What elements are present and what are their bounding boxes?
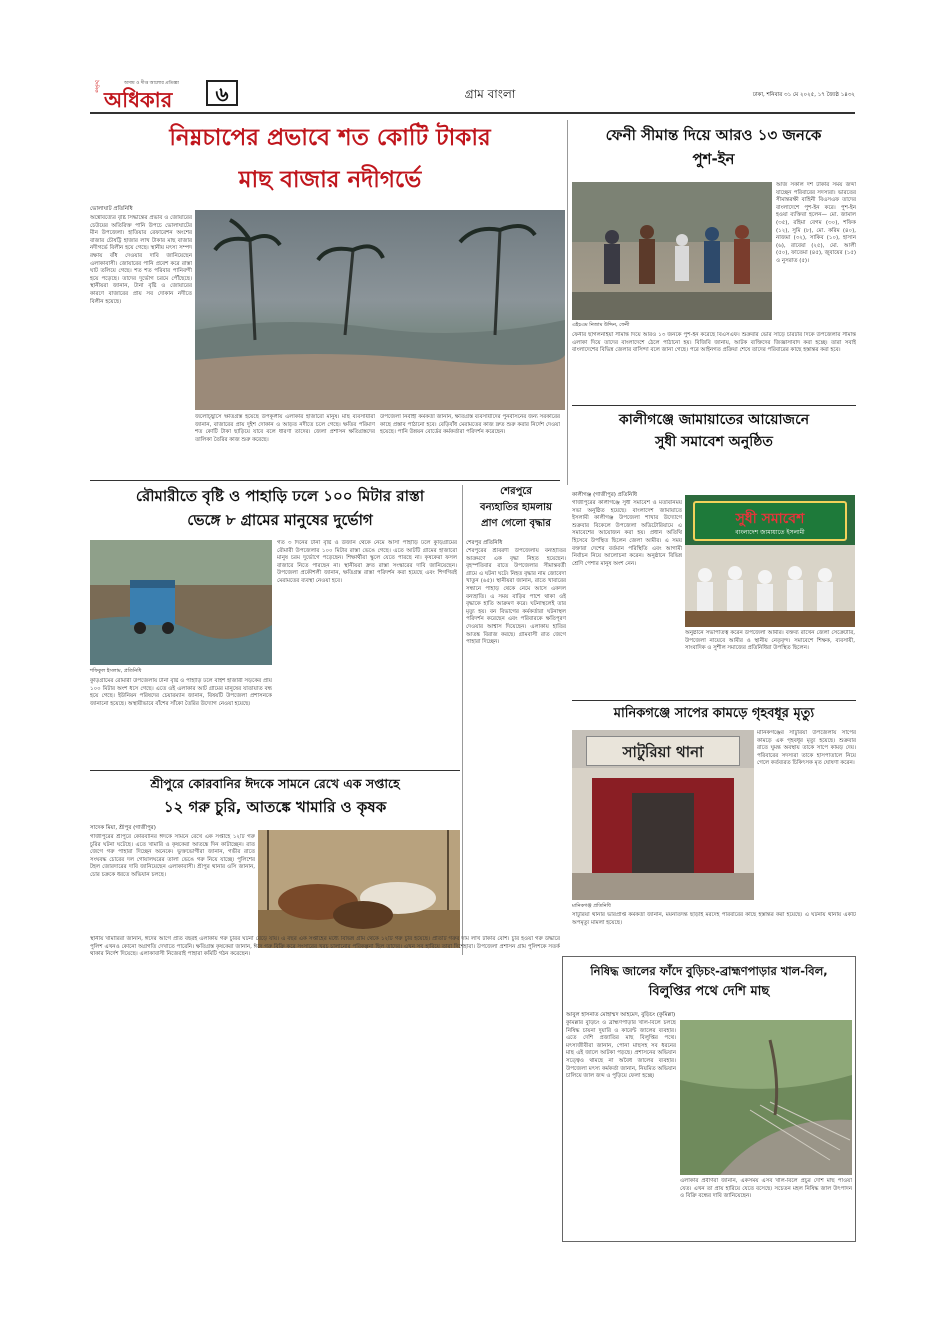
art8-body: কুমিল্লার বুড়িচং ও ব্রাহ্মণপাড়ার খাল-বিলে চলছে নিষিদ্ধ চায়না দুয়ারি ও কারেন্ট জালের ব্যবহার। এতে দেশি প্রজাতির মাছ বিলুপ্তির পথে। মৎস্যজীবীরা জানান, পোনা মাছসহ সব ধরনের মাছ এই জালে আটকা পড়ছে। প্রশাসনের অভিযান সত্ত্বেও থামছে না অবৈধ জালের ব্যবহার। উপজেলা মৎস্য কর্মকর্তা জানান, নিয়মিত অভিযান চালিয়ে জাল জব্দ ও পুড়িয়ে ফেলা হচ্ছে।: [566, 1020, 676, 1080]
art2-bottom-text: ফেনীর ছাগলনাইয়া সীমান্ত দিয়ে আরও ১৩ জনকে পুশ-ইন করেছে বিএসএফ। শুক্রবার ভোর সাড়ে চারটার দিকে উপজেলার সীমান্ত এলাকা দিয়ে তাদের বাংলাদেশে ঠেলে পাঠানো হয়। বিজিবি জানায়, আটক ব্যক্তিদের জিজ্ঞাসাবাদ করা হচ্ছে। তারা সবাই বাংলাদেশের বিভিন্ন জেলার বাসিন্দা বলে জানা গেছে। পরে আইনগত প্রক্রিয়া শেষে তাদের পরিবারের কাছে হস্তান্তর করা হবে।: [572, 332, 856, 354]
logo-tagline: অসাম ও দীপ্ত আলোর প্রতিজ্ঞা: [124, 81, 179, 86]
art3-right-text: অনুষ্ঠানে সভাপতিত্ব করেন উপজেলা আমীর। বক্তব্য রাখেন জেলা সেক্রেটারি, উপজেলা নায়েবে আমীর ও স্থানীয় নেতৃবৃন্দ। সমাবেশে শিক্ষক, ব্যবসায়ী, সাংবাদিক ও সুশীল সমাজের প্রতিনিধিরা উপস্থিত ছিলেন।: [685, 630, 855, 652]
section-rule-4: [90, 770, 460, 771]
masthead: [90, 80, 855, 110]
art5-headline-3: প্রাণ গেলো বৃদ্ধার: [481, 518, 551, 529]
art7-byline: সাদেক মিয়া, শ্রীপুর (গাজীপুর): [90, 825, 156, 831]
art5-headline-1: শেরপুরে: [500, 486, 532, 497]
column-rule-2: [462, 485, 463, 955]
art1-col3: উপজেলা নির্বাহী কর্মকর্তা জানান, ক্ষতিগ্রস্ত ব্যবসায়ীদের পুনর্বাসনের জন্য সরকারের কাছে প্রস্তাব পাঠানো হবে। বেড়িবাঁধ মেরামতের কাজ দ্রুত শুরু করার নির্দেশ দেওয়া হয়েছে। পানি উন্নয়ন বোর্ডের কর্মকর্তারা পরিদর্শন করেছেন।: [380, 414, 560, 436]
art4-right-text: গত ৩ দিনের টানা বৃষ্টি ও উজান থেকে নেমে আসা পাহাড়ি ঢলে কুড়িগ্রামের রৌমারী উপজেলার ১০০ মিটার রাস্তা ভেঙে গেছে। এতে আটটি গ্রামের হাজারো মানুষ চরম দুর্ভোগে পড়েছেন। শিক্ষার্থীরা স্কুলে যেতে পারছে না। কৃষকেরা ফসল বাজারে নিতে পারছেন না। স্থানীয়রা দ্রুত রাস্তা সংস্কারের দাবি জানিয়েছেন। উপজেলা প্রকৌশলী জানান, ক্ষতিগ্রস্ত রাস্তা পরিদর্শন করা হয়েছে এবং শিগগিরই মেরামতের ব্যবস্থা নেওয়া হবে।: [277, 540, 457, 584]
art5-body: শেরপুরের শ্রীবরদী উপজেলায় বন্যহাতির আক্রমণে এক বৃদ্ধা নিহত হয়েছেন। বৃহস্পতিবার রাতে উপজেলার সীমান্তবর্তী গ্রামে এ ঘটনা ঘটে। নিহত বৃদ্ধার নাম জোবেদা খাতুন (৬৫)। স্থানীয়রা জানান, রাতে খাবারের সন্ধানে পাহাড় থেকে নেমে আসে একদল বন্যহাতি। এ সময় বাড়ির পাশে থাকা ওই বৃদ্ধাকে হাতি আক্রমণ করে। ঘটনাস্থলেই তার মৃত্যু হয়। বন বিভাগের কর্মকর্তারা ঘটনাস্থল পরিদর্শন করেছেন এবং পরিবারকে ক্ষতিপূরণ দেওয়ার আশ্বাস দিয়েছেন। এলাকায় হাতির আতঙ্ক বিরাজ করছে। গ্রামবাসী রাত জেগে পাহারা দিচ্ছেন।: [466, 548, 566, 646]
art6-caption: মানিকগঞ্জ প্রতিনিধি: [572, 903, 611, 909]
art3-byline: কালীগঞ্জ (গাজীপুর) প্রতিনিধি: [572, 492, 637, 498]
art2-headline-2: পুশ-ইন: [692, 150, 735, 168]
section-rule-3: [90, 480, 560, 481]
art3-headline-2: সুধী সমাবেশ অনুষ্ঠিত: [655, 434, 773, 450]
art5-headline-2: বন্যহাতির হামলায়: [480, 502, 552, 513]
art1-photo-storm: [195, 210, 565, 410]
art3-photo-event: [685, 495, 855, 627]
art8-byline: আবুল হাসনাত মোহাম্মদ আহমেদ, বুড়িচং (কুমিল্লা): [566, 1012, 676, 1018]
broken-road-icon: [90, 540, 272, 665]
art3-headline-1: কালীগঞ্জে জামায়াতের আয়োজনে: [618, 412, 810, 428]
logo: অধিকার: [104, 87, 173, 112]
storm-scene-icon: [195, 210, 565, 410]
art1-headline-1: নিম্নচাপের প্রভাবে শত কোটি টাকার: [169, 125, 491, 151]
art8-photo-canal: [680, 1020, 852, 1175]
audience-icon: [685, 545, 855, 627]
section-title: গ্রাম বাংলা: [464, 87, 516, 101]
art6-headline: মানিকগঞ্জে সাপের কামড়ে গৃহবধূর মৃত্যু: [613, 706, 815, 721]
logo-small: দৈনিক: [93, 80, 99, 93]
page-number: ৬: [206, 80, 238, 106]
art6-photo-station: [572, 730, 754, 900]
art4-photo-road: [90, 540, 272, 665]
cattle-market-icon: [258, 830, 460, 948]
art4-headline-2: ভেঙ্গে ৮ গ্রামের মানুষের দুর্ভোগ: [187, 511, 373, 529]
art6-side-text: মানিকগঞ্জের সাটুরিয়া উপজেলায় সাপের কামড়ে এক গৃহবধূর মৃত্যু হয়েছে। শুক্রবার রাতে ঘুমন্ত অবস্থায় তাকে সাপে কামড় দেয়। পরিবারের সদস্যরা তাকে হাসপাতালে নিয়ে গেলে কর্তব্যরত চিকিৎসক মৃত ঘোষণা করেন।: [757, 730, 856, 767]
art7-photo-cattle: [258, 830, 460, 948]
art2-headline-1: ফেনী সীমান্ত দিয়ে আরও ১৩ জনকে: [605, 126, 822, 144]
art7-headline-2: ১২ গরু চুরি, আতঙ্কে খামারি ও কৃষক: [163, 798, 387, 816]
art1-col1: অক্টোবর্ত্যের বৃষ্টি সিদ্ধান্তের প্রভাব ও জোয়ারের চেউয়ের অতিরিক্ত পানি উপচে ভোলাঘাটের মীন উপজেলা। হাতিয়ার রেফারেশন অংশের বাজার চৌষট্টি হাজার লাখ টাকার মাছ বাজার নদীগর্ভে বিলীন হয়ে গেছে। স্থানীয় মৎস্য সম্পদ রক্ষায় বাঁধ দেওয়ার দাবি জানিয়েছেন এলাকাবাসী। জোয়ারের পানি প্রবেশ করে রাস্তা ঘাট তলিয়ে গেছে। শত শত পরিবার পানিবন্দী হয়ে পড়েছে। তাদের দুর্ভোগ চরমে পৌঁছেছে। স্থানীয়রা জানান, টানা বৃষ্টি ও জোয়ারের কারণে বাজারের প্রায় সব দোকান নদীতে বিলীন হয়েছে।: [90, 215, 192, 305]
art6-sign-text: সাটুরিয়া থানা: [622, 743, 704, 761]
art2-photo-group: [572, 182, 772, 320]
art4-headline-1: রৌমারীতে বৃষ্টি ও পাহাড়ি ঢলে ১০০ মিটার রাস্তা: [135, 487, 425, 505]
art8-headline-1: নিষিদ্ধ জালের ফাঁদে বুড়িচং-ব্রাহ্মণপাড়ার খাল-বিল,: [590, 964, 828, 978]
art3-body: গাজীপুরের কালীগঞ্জে সুধী সমাবেশ ও মতবিনিময় সভা অনুষ্ঠিত হয়েছে। বাংলাদেশ জামায়াতে ইসলামী কালীগঞ্জ উপজেলা শাখার উদ্যোগে শুক্রবার বিকেলে উপজেলা অডিটোরিয়ামে এ সমাবেশের আয়োজন করা হয়। প্রধান অতিথি হিসেবে উপস্থিত ছিলেন জেলা আমীর। এ সময় বক্তারা দেশের বর্তমান পরিস্থিতি এবং আগামী নির্বাচন নিয়ে আলোচনা করেন। অনুষ্ঠানে বিভিন্ন শ্রেণি পেশার মানুষ অংশ নেন।: [572, 500, 682, 567]
art6-bottom-text: সাটুরিয়া থানার ভারপ্রাপ্ত কর্মকর্তা জানান, ময়নাতদন্ত ছাড়াই মরদেহ পরিবারের কাছে হস্তান্তর করা হয়েছে। এ ঘটনায় থানায় একটি অপমৃত্যু মামলা হয়েছে।: [572, 912, 856, 926]
art8-headline-2: বিলুপ্তির পথে দেশি মাছ: [648, 984, 770, 999]
art1-headline-2: মাছ বাজার নদীগর্ভে: [238, 167, 422, 193]
art3-banner-sub: বাংলাদেশ জামায়াতে ইসলামী: [735, 529, 805, 536]
art7-body: গাজীপুরের শ্রীপুরে কোরবানির ঈদকে সামনে রেখে এক সপ্তাহে ১২টি গরু চুরির ঘটনা ঘটেছে। এতে খামারি ও কৃষকেরা আতঙ্কে দিন কাটাচ্ছেন। রাত জেগে গরু পাহারা দিচ্ছেন অনেকে। ভুক্তভোগীরা জানান, গভীর রাতে সংঘবদ্ধ চোরের দল গোয়ালঘরের তালা ভেঙে গরু নিয়ে যাচ্ছে। পুলিশের টহল জোরদারের দাবি জানিয়েছেন এলাকাবাসী। শ্রীপুর থানার ওসি জানান, চোর চক্রকে ধরতে অভিযান চলছে।: [90, 834, 255, 878]
dateline: ঢাকা, শনিবার ৩১ মে ২০২৫, ১৭ জ্যৈষ্ঠ ১৪৩২: [752, 92, 855, 98]
section-rule-2: [572, 700, 856, 701]
art2-caption: এইচএম নিজাম উদ্দিন, ফেনী: [572, 322, 630, 328]
people-group-icon: [572, 182, 772, 320]
art4-caption: শফিকুল ইসলাম, প্রতিনিধি: [90, 668, 142, 674]
canal-net-icon: [680, 1020, 852, 1175]
art1-byline: ভোলাঘাট প্রতিনিধি: [90, 206, 133, 212]
art2-side-text: আজ সকাল দশ টাকার সময় জব্দা যাচ্ছেন পরিবারের সদস্যরা। ভারতের সীমান্তরক্ষী বাহিনী বিএসএফ তাদের বাংলাদেশে পুশ-ইন করে। পুশ-ইন হওয়া ব্যক্তিরা হলেন— মো. জামাল (৩৫), রহিমা বেগম (৩০), শফিক (১২), সুমি (৮), মো. করিম (৪০), নাজমা (৩২), সাকিব (১০), হাসান (৬), রাবেয়া (২৫), মো. আলী (৫০), ফাতেমা (৪৫), জুবায়ের (১৫) ও নুসরাত (৫)।: [776, 182, 856, 264]
art4-bottom-text: কুড়িগ্রামের রৌমারী উপজেলায় টানা বৃষ্টি ও পাহাড়ি ঢলে বাইশ হাজারী সড়কের প্রায় ১০০ মিটার অংশ ধসে গেছে। এতে ওই এলাকার আট গ্রামের মানুষের যাতায়াত বন্ধ হয়ে গেছে। ইউনিয়ন পরিষদের চেয়ারম্যান জানান, বিষয়টি উপজেলা প্রশাসনকে জানানো হয়েছে। অস্থায়ীভাবে বাঁশের সাঁকো তৈরির উদ্যোগ নেওয়া হয়েছে।: [90, 678, 272, 707]
masthead-rule: [90, 112, 855, 114]
art5-byline: শেরপুর প্রতিনিধি: [466, 540, 503, 546]
art1-col2: জলোচ্ছ্বাসে ক্ষতিগ্রস্ত হয়েছে উপকূলীয় এলাকার হাজারো মানুষ। মাছ ব্যবসায়ীরা জানান, বাজারের প্রায় দুইশ দোকান ও আড়ত নদীতে চলে গেছে। ক্ষতির পরিমাণ শত কোটি টাকা ছাড়িয়ে যাবে বলে ধারণা তাদের। জেলা প্রশাসন ক্ষতিগ্রস্তদের তালিকা তৈরির কাজ শুরু করেছে।: [195, 414, 375, 443]
art3-banner: [693, 501, 847, 541]
art3-banner-text: সুধী সমাবেশ: [735, 511, 805, 527]
art6-sign: [586, 736, 740, 766]
section-rule: [572, 405, 856, 406]
art7-headline-1: শ্রীপুরে কোরবানির ঈদকে সামনে রেখে এক সপ্তাহে: [150, 776, 400, 791]
column-rule: [567, 120, 568, 485]
building-icon: [572, 768, 754, 900]
art7-long-text: স্থানীয় খামারিরা জানান, ঈদের আগে প্রতি বছরই এলাকায় গরু চুরির ঘটনা বেড়ে যায়। এ বছর এক সপ্তাহের মধ্যে বিভিন্ন গ্রাম থেকে ১২টি গরু চুরি হয়েছে। প্রতিটি গরুর দাম লাখ টাকার বেশি। চুরি হওয়া গরু উদ্ধারে পুলিশ এখনও কোনো অগ্রগতি দেখাতে পারেনি। ক্ষতিগ্রস্ত কৃষকেরা জানান, ঈদে গরু বিক্রি করে সংসারের খরচ চালানোর পরিকল্পনা ছিল তাদের। এখন সব হারিয়ে তারা দিশেহারা। উপজেলা প্রশাসন গ্রাম পুলিশকে সতর্ক থাকার নির্দেশ দিয়েছে। এলাকাবাসী নিজেরাই পাহারা কমিটি গঠন করেছেন।: [90, 936, 560, 958]
art8-right-text: এলাকার প্রবীণরা জানান, একসময় এসব খাল-বিলে প্রচুর দেশি মাছ পাওয়া যেত। এখন তা প্রায় হারিয়ে যেতে বসেছে। সচেতন মহল নিষিদ্ধ জাল উৎপাদন ও বিক্রি বন্ধের দাবি জানিয়েছেন।: [680, 1178, 852, 1200]
